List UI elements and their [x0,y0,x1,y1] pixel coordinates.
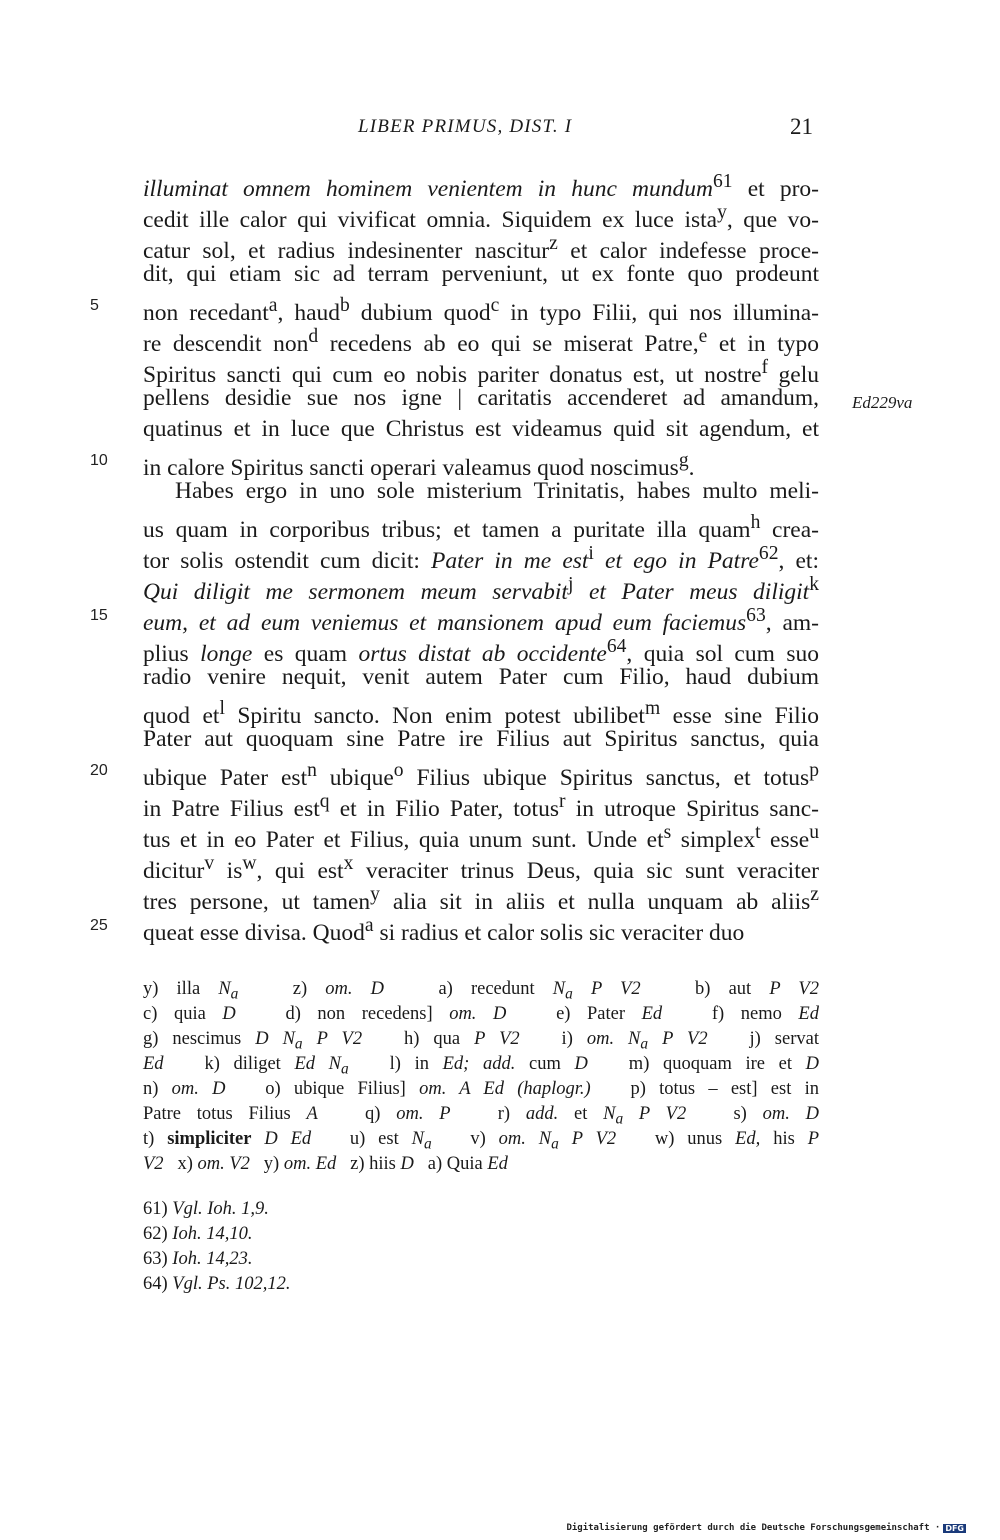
text-line: tus et in eo Pater et Filius, quia unum sunt. Unde $et^s$ simplex$^t$ esse$^u$ [143,822,819,853]
apparatus-line: y) illa $N_a$ z) om. D a) recedunt $N_a$ P V2 b) aut P V2 [143,979,819,1003]
text-line: queat esse divisa. Quod$^a$ si radius et calor solis sic veraciter duo [143,915,745,946]
line-number: 25 [90,917,108,934]
apparatus-line: c) quia D d) non recedens] om. D e) Pater Ed f) nemo Ed [143,1004,819,1024]
text-line: eum, et ad eum veniemus et mansionem apud eum faciemus$^{63}$, am- [143,605,819,636]
line-number: 20 [90,762,108,779]
source-notes [143,1197,543,1297]
text-line: ubique Pater est$^n$ ubique$^o$ Filius ubique Spiritus sanctus, et totus$^p$ [143,760,819,791]
apparatus-line: g) nescimus D $N_a$ P V2 h) qua P V2 i) om. $N_a$ P V2 j) servat [143,1029,819,1053]
source-note: 61) Vgl. Ioh. 1,9. [143,1199,269,1219]
text-line: plius longe es quam ortus distat ab occidente$^{64}$, quia sol cum suo [143,636,819,667]
main-text [143,166,820,946]
apparatus-line: t) simpliciter D Ed u) est $N_a$ v) om. $N_a$ P V2 w) unus Ed, his P [143,1129,819,1153]
text-line: Spiritus sancti qui cum eo nobis pariter donatus est, ut nostre$^f$ gelu [143,357,819,388]
text-line: tor solis ostendit cum dicit: Pater in me est$^i$ et ego in Patre$^{62}$, et: [143,543,819,574]
text-line: illuminat omnem hominem venientem in hunc mundum$^{61}$ et pro- [143,171,819,202]
text-line: quatinus et in luce que Christus est videamus quid sit agendum, et [143,416,819,442]
text-line: dit, qui etiam sic ad terram perveniunt, ut ex fonte quo prodeunt [143,261,819,287]
margin-note: Ed229va [852,393,913,412]
source-note: 64) Vgl. Ps. 102,12. [143,1274,291,1294]
apparatus-line: Ed k) diliget Ed $N_a$ l) in Ed; add. cum D m) quoquam ire et D [143,1054,820,1078]
text-line: Pater aut quoquam sine Patre ire Filius aut Spiritus sanctus, quia [143,726,819,752]
page-number: 21 [790,114,813,139]
apparatus-line: V2 x) om. V2 y) om. Ed z) hiis D a) Quia Ed [143,1154,508,1174]
footer-credit [566,1523,966,1533]
footer-credit-text: Digitalisierung gefördert durch die Deutsche Forschungsgemeinschaft · [566,1523,941,1533]
line-number: 10 [90,452,108,469]
text-line: tres persone, ut tamen$^y$ alia sit in aliis et nulla unquam ab aliis$^z$ [143,884,819,915]
text-line: in Patre Filius est$^q$ et in Filio Pater, totus$^r$ in utroque Spiritus sanc- [143,791,819,822]
text-line: in calore Spiritus sancti operari valeamus quod noscimus$^g$. [143,450,695,481]
text-line: us quam in corporibus tribus; et tamen a puritate illa quam$^h$ crea- [143,512,819,543]
text-line: non recedant$^a$, haud$^b$ dubium quod$^c$ in typo Filii, qui nos illumina- [143,295,820,326]
page-header [0,112,1000,144]
text-line: Qui diligit me sermonem meum servabit$^j$ et Pater meus diligit$^k$ [143,574,819,605]
text-line: quod $et^l$ Spiritu sancto. Non enim potest ubilibet$^m$ esse sine Filio [143,698,819,729]
text-line: Habes ergo in uno sole misterium Trinitatis, habes multo meli- [175,478,819,504]
text-line: dicitur$^v$ $is^w$, qui est$^x$ veraciter trinus Deus, quia sic sunt veraciter [143,853,819,884]
source-note: 63) Ioh. 14,23. [143,1249,253,1269]
line-number: 5 [90,297,99,314]
apparatus-line: n) om. D o) ubique Filius] om. A Ed (haplogr.) p) totus – est] est in [143,1079,819,1099]
text-line: radio venire nequit, venit autem Pater cum Filio, haud dubium [143,664,819,690]
text-line: catur sol, et radius indesinenter nascitur$^z$ et calor indefesse proce- [143,233,819,264]
text-line: pellens desidie sue nos igne | caritatis accenderet ad amandum, [143,385,819,411]
line-number: 15 [90,607,108,624]
running-title: LIBER PRIMUS, DIST. I [358,116,573,137]
apparatus-line: Patre totus Filius A q) om. P r) add. et $N_a$ P V2 s) om. D [143,1104,819,1128]
source-note: 62) Ioh. 14,10. [143,1224,253,1244]
text-line: re descendit non$^d$ recedens ab eo qui se miserat Patre,$^e$ et in typo [143,326,819,357]
text-line: cedit ille calor qui vivificat omnia. Siquidem ex luce ista$^y$, que vo- [143,202,819,233]
critical-apparatus [143,977,819,1177]
dfg-logo: DFG [945,1523,964,1533]
